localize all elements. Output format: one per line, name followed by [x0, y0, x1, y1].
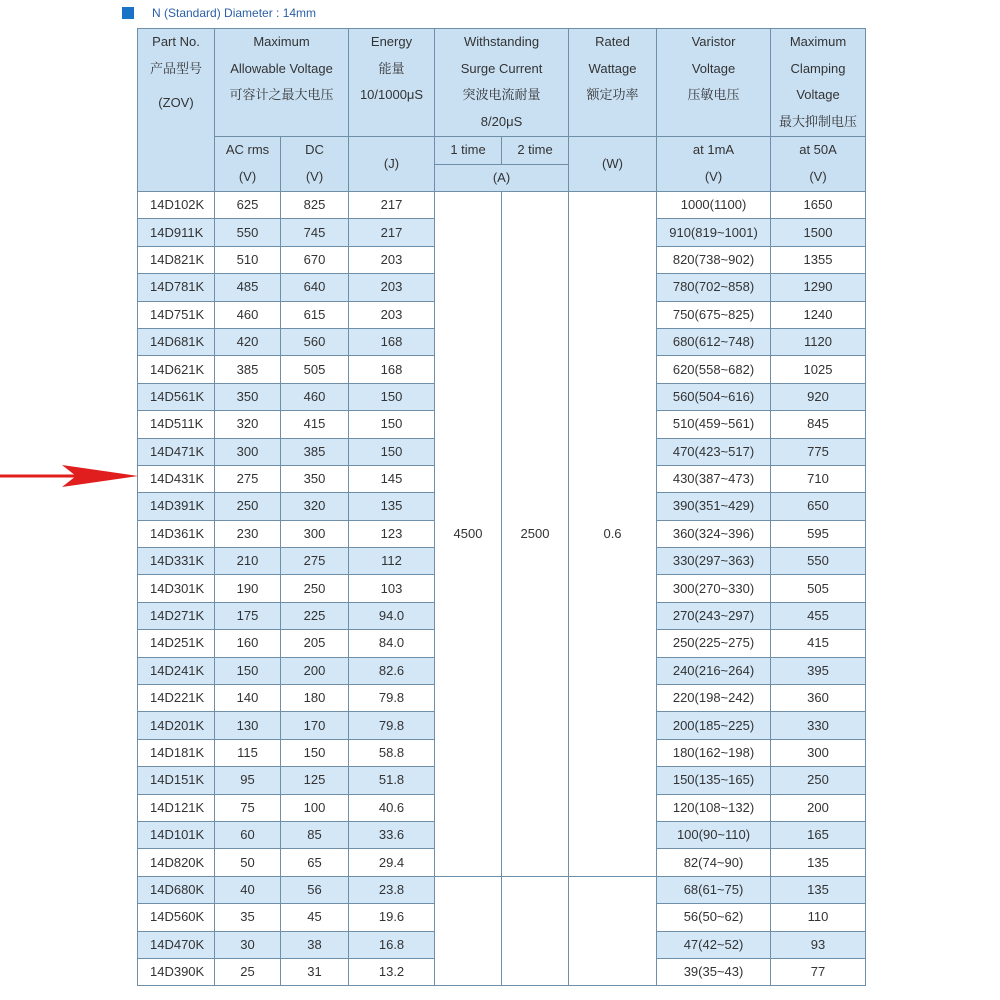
cell-dc: 745 — [281, 219, 349, 246]
cell-ac-rms: 30 — [215, 931, 281, 958]
cell-energy: 203 — [349, 274, 435, 301]
cell-part-no: 14D821K — [138, 246, 215, 273]
cell-part-no: 14D301K — [138, 575, 215, 602]
cell-empty-merged — [435, 876, 502, 986]
cell-dc: 300 — [281, 520, 349, 547]
cell-part-no: 14D331K — [138, 548, 215, 575]
cell-clamping-voltage: 200 — [771, 794, 866, 821]
cell-dc: 225 — [281, 602, 349, 629]
cell-varistor-voltage: 560(504~616) — [657, 383, 771, 410]
cell-clamping-voltage: 250 — [771, 767, 866, 794]
cell-varistor-voltage: 910(819~1001) — [657, 219, 771, 246]
cell-part-no: 14D511K — [138, 411, 215, 438]
cell-varistor-voltage: 680(612~748) — [657, 328, 771, 355]
cell-dc: 150 — [281, 739, 349, 766]
varistor-spec-table — [137, 28, 866, 986]
cell-energy: 112 — [349, 548, 435, 575]
header-varistor-sub: at 1mA (V) — [657, 137, 771, 192]
cell-dc: 670 — [281, 246, 349, 273]
cell-ac-rms: 35 — [215, 904, 281, 931]
cell-energy: 13.2 — [349, 958, 435, 985]
cell-clamping-voltage: 845 — [771, 411, 866, 438]
cell-varistor-voltage: 120(108~132) — [657, 794, 771, 821]
cell-varistor-voltage: 820(738~902) — [657, 246, 771, 273]
cell-clamping-voltage: 110 — [771, 904, 866, 931]
cell-ac-rms: 25 — [215, 958, 281, 985]
cell-dc: 640 — [281, 274, 349, 301]
cell-varistor-voltage: 430(387~473) — [657, 465, 771, 492]
cell-part-no: 14D271K — [138, 602, 215, 629]
cell-varistor-voltage: 1000(1100) — [657, 192, 771, 219]
cell-clamping-voltage: 135 — [771, 876, 866, 903]
title-square-icon — [122, 7, 134, 19]
cell-energy: 203 — [349, 246, 435, 273]
cell-ac-rms: 175 — [215, 602, 281, 629]
table-row — [138, 192, 866, 219]
cell-ac-rms: 420 — [215, 328, 281, 355]
header-wattage: Rated Wattage 额定功率 — [569, 29, 657, 137]
header-dc: DC (V) — [281, 137, 349, 192]
cell-clamping-voltage: 1650 — [771, 192, 866, 219]
cell-part-no: 14D431K — [138, 465, 215, 492]
cell-clamping-voltage: 395 — [771, 657, 866, 684]
cell-ac-rms: 95 — [215, 767, 281, 794]
header-two-time: 2 time — [502, 137, 569, 165]
cell-dc: 320 — [281, 493, 349, 520]
cell-clamping-voltage: 595 — [771, 520, 866, 547]
cell-energy: 94.0 — [349, 602, 435, 629]
cell-clamping-voltage: 93 — [771, 931, 866, 958]
cell-ac-rms: 230 — [215, 520, 281, 547]
header-varistor: Varistor Voltage 压敏电压 — [657, 29, 771, 137]
cell-dc: 560 — [281, 328, 349, 355]
cell-dc: 615 — [281, 301, 349, 328]
cell-dc: 825 — [281, 192, 349, 219]
cell-part-no: 14D471K — [138, 438, 215, 465]
cell-varistor-voltage: 390(351~429) — [657, 493, 771, 520]
cell-clamping-voltage: 360 — [771, 685, 866, 712]
cell-ac-rms: 485 — [215, 274, 281, 301]
cell-ac-rms: 320 — [215, 411, 281, 438]
cell-clamping-voltage: 165 — [771, 821, 866, 848]
header-clamping: Maximum Clamping Voltage 最大抑制电压 — [771, 29, 866, 137]
cell-energy: 23.8 — [349, 876, 435, 903]
cell-varistor-voltage: 250(225~275) — [657, 630, 771, 657]
cell-clamping-voltage: 1240 — [771, 301, 866, 328]
cell-ac-rms: 115 — [215, 739, 281, 766]
header-ac-rms: AC rms (V) — [215, 137, 281, 192]
cell-part-no: 14D561K — [138, 383, 215, 410]
cell-dc: 385 — [281, 438, 349, 465]
cell-part-no: 14D621K — [138, 356, 215, 383]
cell-energy: 103 — [349, 575, 435, 602]
cell-energy: 51.8 — [349, 767, 435, 794]
cell-part-no: 14D251K — [138, 630, 215, 657]
cell-clamping-voltage: 1500 — [771, 219, 866, 246]
cell-part-no: 14D181K — [138, 739, 215, 766]
cell-energy: 79.8 — [349, 712, 435, 739]
cell-dc: 275 — [281, 548, 349, 575]
cell-clamping-voltage: 330 — [771, 712, 866, 739]
header-part-no: Part No. 产品型号 (ZOV) — [138, 29, 215, 192]
cell-varistor-voltage: 300(270~330) — [657, 575, 771, 602]
cell-clamping-voltage: 77 — [771, 958, 866, 985]
table-title-bar — [122, 4, 316, 22]
cell-ac-rms: 510 — [215, 246, 281, 273]
cell-energy: 82.6 — [349, 657, 435, 684]
cell-empty-merged — [569, 876, 657, 986]
cell-ac-rms: 350 — [215, 383, 281, 410]
cell-part-no: 14D680K — [138, 876, 215, 903]
cell-varistor-voltage: 240(216~264) — [657, 657, 771, 684]
cell-energy: 150 — [349, 411, 435, 438]
cell-ac-rms: 40 — [215, 876, 281, 903]
cell-ac-rms: 385 — [215, 356, 281, 383]
cell-dc: 31 — [281, 958, 349, 985]
cell-part-no: 14D820K — [138, 849, 215, 876]
header-max-voltage: Maximum Allowable Voltage 可容计之最大电压 — [215, 29, 349, 137]
cell-energy: 217 — [349, 192, 435, 219]
cell-part-no: 14D241K — [138, 657, 215, 684]
cell-part-no: 14D101K — [138, 821, 215, 848]
cell-energy: 58.8 — [349, 739, 435, 766]
cell-dc: 56 — [281, 876, 349, 903]
cell-dc: 45 — [281, 904, 349, 931]
header-clamping-sub: at 50A (V) — [771, 137, 866, 192]
header-surge: Withstanding Surge Current 突波电流耐量 8/20μS — [435, 29, 569, 137]
header-energy-unit: (J) — [349, 137, 435, 192]
cell-varistor-voltage: 330(297~363) — [657, 548, 771, 575]
cell-clamping-voltage: 135 — [771, 849, 866, 876]
cell-energy: 19.6 — [349, 904, 435, 931]
cell-dc: 200 — [281, 657, 349, 684]
red-arrow-icon — [0, 463, 140, 489]
cell-dc: 460 — [281, 383, 349, 410]
cell-energy: 16.8 — [349, 931, 435, 958]
cell-part-no: 14D781K — [138, 274, 215, 301]
cell-varistor-voltage: 470(423~517) — [657, 438, 771, 465]
cell-clamping-voltage: 505 — [771, 575, 866, 602]
cell-clamping-voltage: 775 — [771, 438, 866, 465]
cell-dc: 350 — [281, 465, 349, 492]
cell-varistor-voltage: 68(61~75) — [657, 876, 771, 903]
cell-ac-rms: 210 — [215, 548, 281, 575]
cell-clamping-voltage: 415 — [771, 630, 866, 657]
cell-dc: 100 — [281, 794, 349, 821]
cell-clamping-voltage: 1290 — [771, 274, 866, 301]
cell-energy: 135 — [349, 493, 435, 520]
cell-ac-rms: 300 — [215, 438, 281, 465]
cell-part-no: 14D391K — [138, 493, 215, 520]
cell-varistor-voltage: 39(35~43) — [657, 958, 771, 985]
cell-ac-rms: 130 — [215, 712, 281, 739]
cell-energy: 168 — [349, 356, 435, 383]
header-energy: Energy 能量 10/1000μS — [349, 29, 435, 137]
cell-dc: 205 — [281, 630, 349, 657]
cell-dc: 250 — [281, 575, 349, 602]
cell-dc: 85 — [281, 821, 349, 848]
cell-ac-rms: 140 — [215, 685, 281, 712]
cell-ac-rms: 460 — [215, 301, 281, 328]
cell-dc: 180 — [281, 685, 349, 712]
cell-clamping-voltage: 455 — [771, 602, 866, 629]
cell-energy: 29.4 — [349, 849, 435, 876]
cell-clamping-voltage: 710 — [771, 465, 866, 492]
cell-varistor-voltage: 200(185~225) — [657, 712, 771, 739]
cell-dc: 65 — [281, 849, 349, 876]
header-one-time: 1 time — [435, 137, 502, 165]
cell-clamping-voltage: 1120 — [771, 328, 866, 355]
cell-ac-rms: 625 — [215, 192, 281, 219]
cell-varistor-voltage: 150(135~165) — [657, 767, 771, 794]
cell-part-no: 14D751K — [138, 301, 215, 328]
cell-varistor-voltage: 47(42~52) — [657, 931, 771, 958]
cell-dc: 415 — [281, 411, 349, 438]
cell-clamping-voltage: 1355 — [771, 246, 866, 273]
cell-merged-surge-2: 2500 — [502, 192, 569, 877]
cell-clamping-voltage: 1025 — [771, 356, 866, 383]
cell-energy: 150 — [349, 438, 435, 465]
cell-energy: 84.0 — [349, 630, 435, 657]
cell-merged-surge-1: 4500 — [435, 192, 502, 877]
cell-varistor-voltage: 220(198~242) — [657, 685, 771, 712]
cell-varistor-voltage: 620(558~682) — [657, 356, 771, 383]
cell-part-no: 14D390K — [138, 958, 215, 985]
cell-varistor-voltage: 270(243~297) — [657, 602, 771, 629]
cell-part-no: 14D470K — [138, 931, 215, 958]
cell-clamping-voltage: 650 — [771, 493, 866, 520]
cell-energy: 150 — [349, 383, 435, 410]
cell-varistor-voltage: 180(162~198) — [657, 739, 771, 766]
cell-clamping-voltage: 300 — [771, 739, 866, 766]
cell-part-no: 14D911K — [138, 219, 215, 246]
cell-energy: 123 — [349, 520, 435, 547]
cell-part-no: 14D121K — [138, 794, 215, 821]
cell-clamping-voltage: 550 — [771, 548, 866, 575]
cell-varistor-voltage: 100(90~110) — [657, 821, 771, 848]
cell-dc: 170 — [281, 712, 349, 739]
cell-empty-merged — [502, 876, 569, 986]
cell-varistor-voltage: 780(702~858) — [657, 274, 771, 301]
cell-dc: 125 — [281, 767, 349, 794]
header-watt-unit: (W) — [569, 137, 657, 192]
cell-energy: 33.6 — [349, 821, 435, 848]
cell-part-no: 14D221K — [138, 685, 215, 712]
cell-varistor-voltage: 56(50~62) — [657, 904, 771, 931]
cell-varistor-voltage: 750(675~825) — [657, 301, 771, 328]
cell-energy: 79.8 — [349, 685, 435, 712]
cell-part-no: 14D560K — [138, 904, 215, 931]
cell-energy: 168 — [349, 328, 435, 355]
cell-ac-rms: 50 — [215, 849, 281, 876]
cell-dc: 505 — [281, 356, 349, 383]
table-row — [138, 876, 866, 903]
cell-energy: 217 — [349, 219, 435, 246]
cell-ac-rms: 250 — [215, 493, 281, 520]
cell-ac-rms: 75 — [215, 794, 281, 821]
cell-energy: 40.6 — [349, 794, 435, 821]
cell-energy: 203 — [349, 301, 435, 328]
header-surge-unit: (A) — [435, 164, 569, 192]
cell-ac-rms: 160 — [215, 630, 281, 657]
cell-part-no: 14D361K — [138, 520, 215, 547]
cell-varistor-voltage: 360(324~396) — [657, 520, 771, 547]
cell-clamping-voltage: 920 — [771, 383, 866, 410]
cell-part-no: 14D151K — [138, 767, 215, 794]
cell-ac-rms: 190 — [215, 575, 281, 602]
cell-ac-rms: 150 — [215, 657, 281, 684]
table-title: N (Standard) Diameter : 14mm — [152, 6, 317, 20]
cell-part-no: 14D102K — [138, 192, 215, 219]
cell-varistor-voltage: 82(74~90) — [657, 849, 771, 876]
cell-ac-rms: 275 — [215, 465, 281, 492]
cell-merged-wattage: 0.6 — [569, 192, 657, 877]
cell-ac-rms: 550 — [215, 219, 281, 246]
cell-energy: 145 — [349, 465, 435, 492]
cell-part-no: 14D201K — [138, 712, 215, 739]
cell-dc: 38 — [281, 931, 349, 958]
cell-part-no: 14D681K — [138, 328, 215, 355]
cell-ac-rms: 60 — [215, 821, 281, 848]
cell-varistor-voltage: 510(459~561) — [657, 411, 771, 438]
